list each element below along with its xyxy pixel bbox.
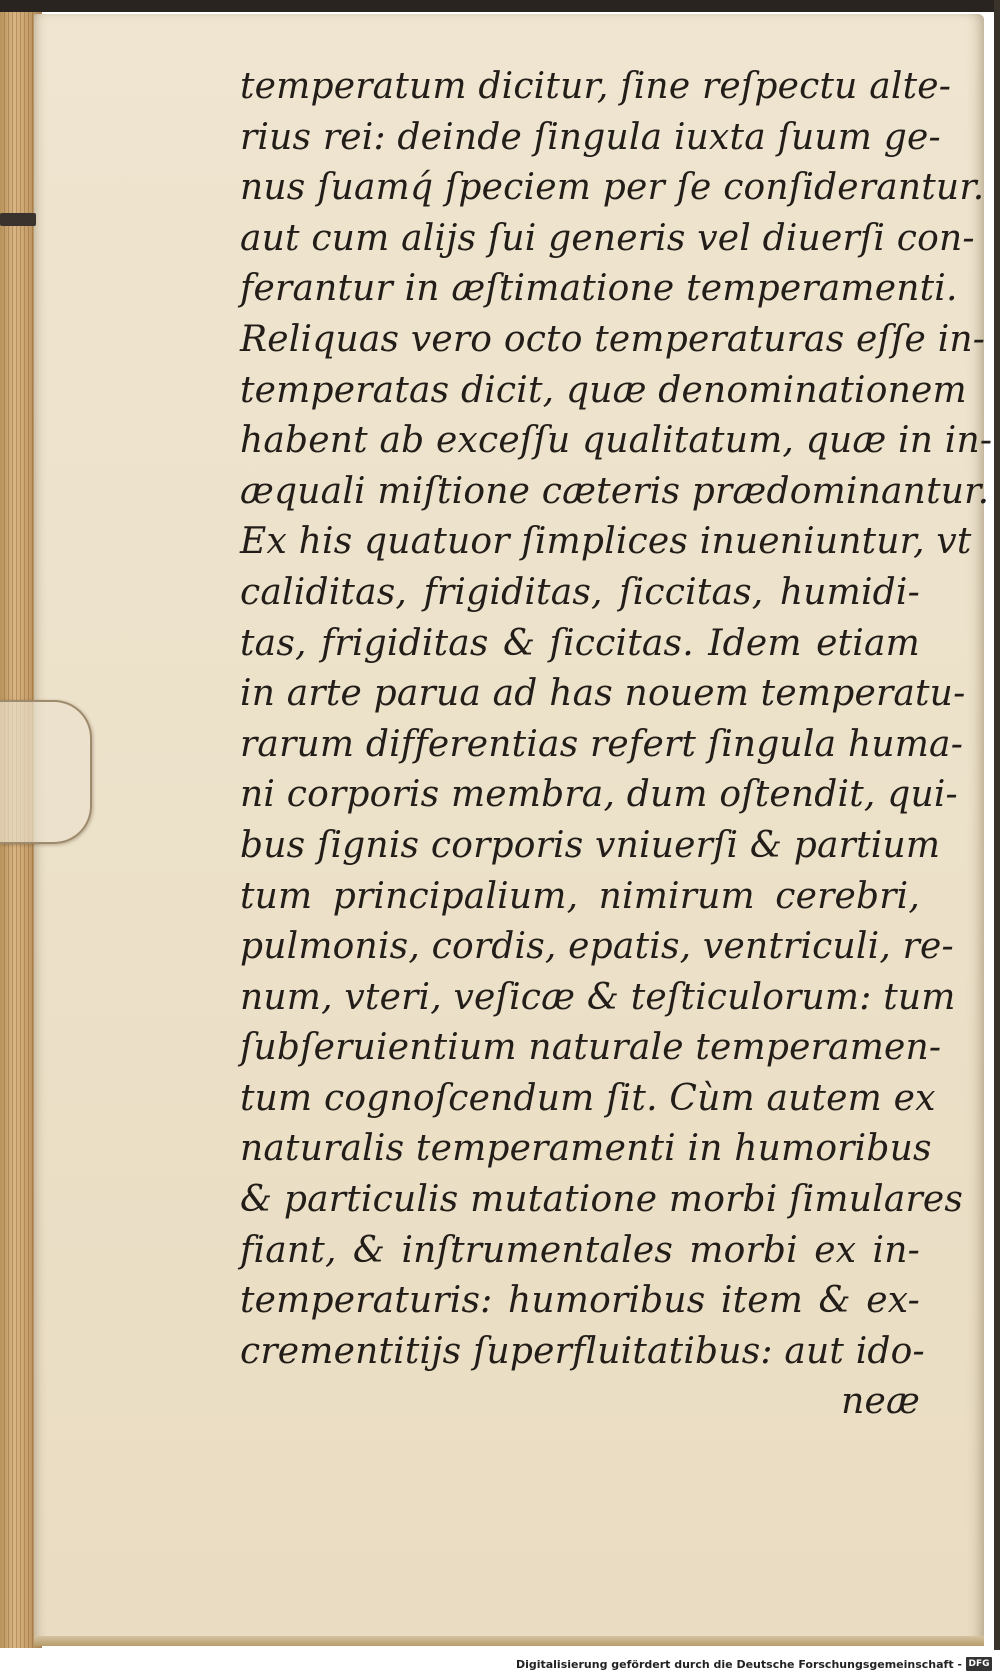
- body-text: [240, 62, 993, 1428]
- page-tab-marker: [0, 700, 92, 844]
- text-line: Reliquas vero octo temperaturas eſſe in-: [240, 318, 986, 360]
- text-line: rius rei: deinde ſingula iuxta ſuum ge-: [240, 116, 941, 158]
- catchword: neæ: [841, 1381, 920, 1423]
- text-line: Ex his quatuor ſimplices inueniuntur, vt: [240, 521, 972, 563]
- credit-text: Digitalisierung gefördert durch die Deutsche Forschungsgemeinschaft -: [515, 1657, 962, 1671]
- text-line: temperatum dicitur, ſine reſpectu alte-: [240, 66, 952, 107]
- text-line: temperaturis: humoribus item & ex-: [240, 1280, 920, 1322]
- text-line: ſubſeruientium naturale temperamen-: [240, 1027, 942, 1069]
- text-line: num, vteri, veſicæ & teſticulorum: tum: [240, 976, 956, 1018]
- text-line: tum cognoſcendum ſit. Cùm autem ex: [240, 1077, 936, 1119]
- scanner-right-edge: [994, 0, 1000, 1650]
- text-line: rarum differentias refert ſingula huma-: [240, 723, 964, 765]
- text-line: fiant, & inſtrumentales morbi ex in-: [240, 1229, 920, 1271]
- text-line: habent ab exceſſu qualitatum, quæ in in-: [240, 420, 993, 462]
- scanner-top-edge: [0, 0, 1000, 12]
- text-line: æquali miſtione cæteris prædominantur.: [240, 470, 990, 512]
- text-line: tum principalium, nimirum cerebri,: [240, 875, 920, 917]
- text-line: bus ſignis corporis vniuerſi & partium: [240, 824, 941, 866]
- digitization-credit: [516, 1653, 992, 1675]
- text-line: ferantur in æſtimatione temperamenti.: [240, 268, 958, 310]
- edge-ink-mark: [0, 213, 36, 226]
- text-line: nus ſuamq́ ſpeciem per ſe conſiderantur.: [240, 167, 985, 209]
- text-line: temperatas dicit, quæ denominationem: [240, 369, 967, 411]
- text-line: tas, frigiditas & ſiccitas. Idem etiam: [240, 622, 920, 664]
- text-line: aut cum alijs ſui generis vel diuerſi con-: [240, 217, 975, 259]
- text-line: crementitijs ſuperfluitatibus: aut ido-: [240, 1330, 925, 1372]
- dfg-logo: DFG: [966, 1657, 992, 1671]
- text-line: naturalis temperamenti in humoribus: [240, 1128, 932, 1170]
- text-line: pulmonis, cordis, epatis, ventriculi, re-: [240, 926, 954, 968]
- text-line: caliditas, frigiditas, ſiccitas, humidi-: [240, 571, 920, 613]
- text-line: ni corporis membra, dum oſtendit, qui-: [240, 774, 958, 816]
- text-line: & particulis mutatione morbi ſimulares: [240, 1179, 964, 1221]
- page-bottom-edge: [34, 1636, 984, 1646]
- text-line: in arte parua ad has nouem temperatu-: [240, 673, 966, 715]
